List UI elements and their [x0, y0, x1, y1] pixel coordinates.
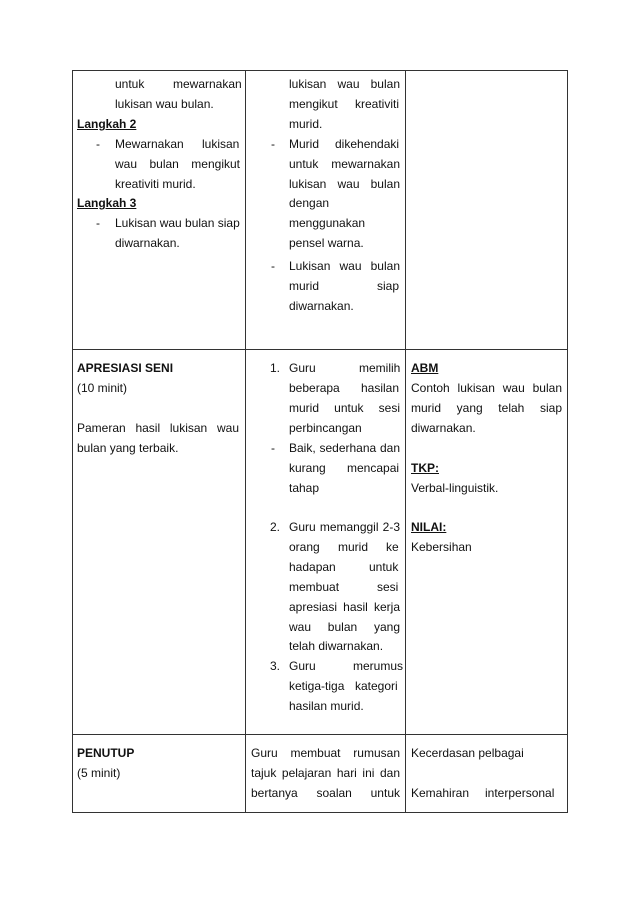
text-line: lukisan wau bulan: [289, 177, 400, 191]
row-divider-1: [72, 349, 568, 350]
text-line: bertanya soalan untuk: [251, 786, 400, 800]
text-line: untuk: [369, 560, 399, 574]
text-line: diwarnakan.: [411, 421, 476, 435]
text-line: membuat: [289, 580, 340, 594]
text-line: lukisan wau bulan: [289, 77, 400, 91]
text-line: wau bulan yang: [289, 620, 400, 634]
text-line: bulan yang terbaik.: [77, 441, 179, 455]
text-line: dikehendaki: [335, 137, 400, 151]
text-line: merumus: [353, 659, 404, 673]
column-divider-2: [405, 70, 406, 813]
text-line: Kecerdasan pelbagai: [411, 746, 524, 760]
text-line: Murid: [289, 137, 320, 151]
text-line: telah diwarnakan.: [289, 639, 384, 653]
text-line: tahap: [289, 481, 320, 495]
list-number: 3.: [270, 659, 281, 673]
tkp-value: Verbal-linguistik.: [411, 481, 499, 495]
text-line: murid: [338, 540, 369, 554]
text-line: Baik, sederhana dan: [289, 441, 400, 455]
text-line: sesi: [377, 580, 399, 594]
table-left-border: [72, 70, 73, 813]
text-line: wau bulan mengikut: [115, 157, 240, 171]
text-line: perbincangan: [289, 421, 362, 435]
text-line: murid.: [289, 117, 323, 131]
text-line: Guru: [289, 361, 316, 375]
text-line: Kemahiran: [411, 786, 470, 800]
text-line: Guru membuat rumusan: [251, 746, 400, 760]
duration: (10 minit): [77, 381, 128, 395]
row-divider-2: [72, 734, 568, 735]
abm-heading: ABM: [411, 361, 439, 375]
text-line: diwarnakan.: [115, 236, 180, 250]
text-line: murid untuk sesi: [289, 401, 400, 415]
text-line: pensel warna.: [289, 236, 364, 250]
bullet-dash: -: [96, 137, 100, 151]
text-line: kurang: [289, 461, 326, 475]
text-line: Lukisan wau bulan: [289, 259, 400, 273]
text-line: Pameran hasil lukisan wau: [77, 421, 239, 435]
text-line: kreativiti: [355, 97, 400, 111]
text-line: lukisan wau bulan.: [115, 97, 214, 111]
text-line: kreativiti murid.: [115, 177, 196, 191]
text-line: Contoh lukisan wau bulan: [411, 381, 562, 395]
text-line: tajuk pelajaran hari ini dan: [251, 766, 400, 780]
step-heading: Langkah 2: [77, 117, 137, 131]
text-line: apresiasi hasil kerja: [289, 600, 400, 614]
text-line: murid yang telah siap: [411, 401, 562, 415]
bullet-dash: -: [271, 259, 275, 273]
list-number: 1.: [270, 361, 281, 375]
text-line: mewarnakan: [173, 77, 242, 91]
text-line: untuk: [115, 77, 145, 91]
text-line: interpersonal: [485, 786, 555, 800]
text-line: menggunakan: [289, 216, 366, 230]
table-right-border: [567, 70, 568, 813]
text-line: beberapa: [289, 381, 340, 395]
text-line: dengan: [289, 196, 330, 210]
tkp-heading: TKP:: [411, 461, 439, 475]
step-heading: Langkah 3: [77, 196, 137, 210]
table-top-border: [72, 70, 568, 71]
section-title: PENUTUP: [77, 746, 135, 760]
text-line: Guru memanggil 2-3: [289, 520, 400, 534]
text-line: untuk mewarnakan: [289, 157, 400, 171]
text-line: lukisan: [202, 137, 240, 151]
column-divider-1: [245, 70, 246, 813]
text-line: Guru: [289, 659, 316, 673]
text-line: ke: [386, 540, 399, 554]
text-line: ketiga-tiga: [289, 679, 345, 693]
text-line: Lukisan wau bulan siap: [115, 216, 240, 230]
text-line: orang: [289, 540, 320, 554]
bullet-dash: -: [96, 216, 100, 230]
bullet-dash: -: [271, 137, 275, 151]
text-line: siap: [377, 279, 400, 293]
text-line: hasilan: [361, 381, 400, 395]
table-bottom-border: [72, 812, 568, 813]
bullet-dash: -: [271, 441, 275, 455]
text-line: hadapan: [289, 560, 336, 574]
text-line: mengikut: [289, 97, 338, 111]
text-line: Mewarnakan: [115, 137, 184, 151]
text-line: mencapai: [347, 461, 400, 475]
duration: (5 minit): [77, 766, 121, 780]
list-number: 2.: [270, 520, 281, 534]
section-title: APRESIASI SENI: [77, 361, 174, 375]
nilai-value: Kebersihan: [411, 540, 472, 554]
text-line: murid: [289, 279, 320, 293]
text-line: hasilan murid.: [289, 699, 364, 713]
text-line: diwarnakan.: [289, 299, 354, 313]
text-line: memilih: [359, 361, 401, 375]
text-line: kategori: [355, 679, 398, 693]
nilai-heading: NILAI:: [411, 520, 447, 534]
